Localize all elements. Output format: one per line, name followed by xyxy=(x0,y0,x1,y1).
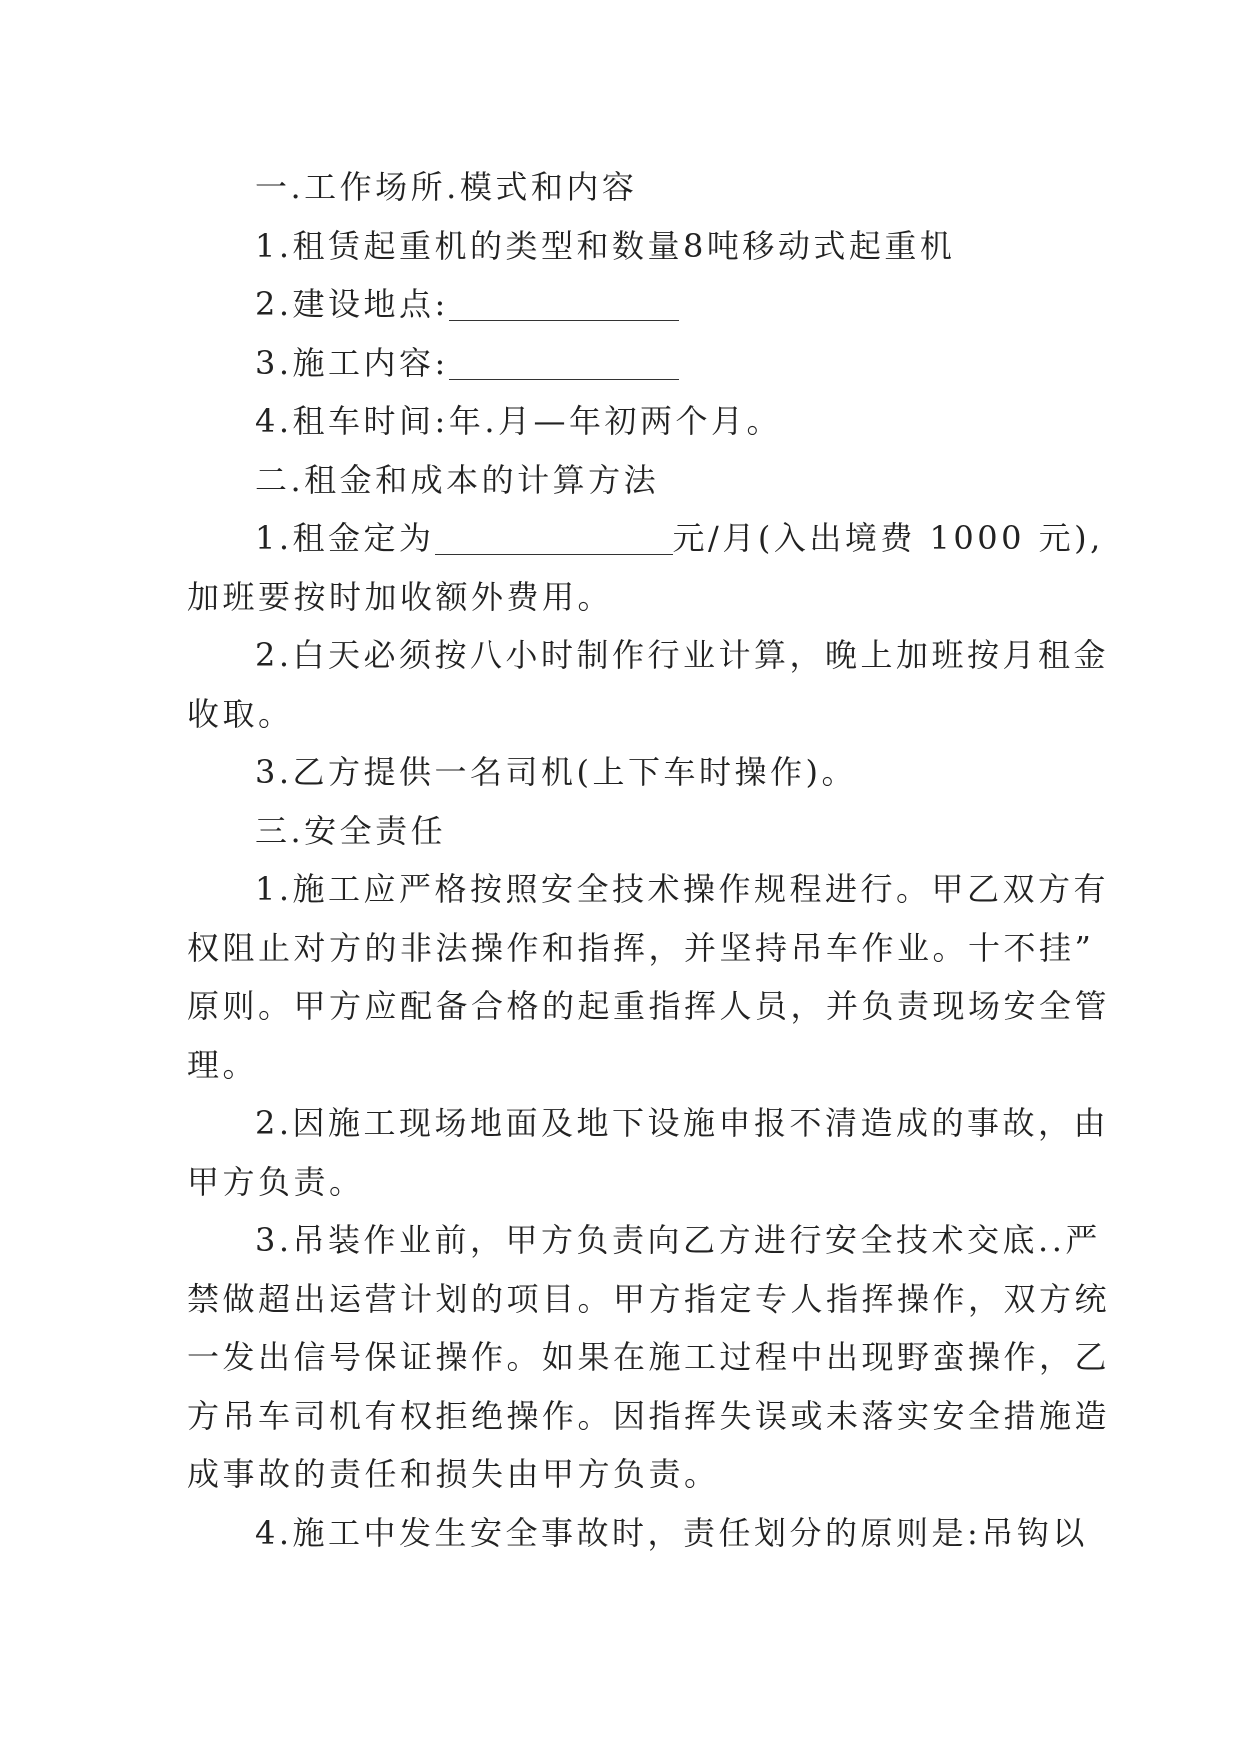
paragraph-rent xyxy=(187,509,1104,568)
paragraph-daytime: 2.白天必须按八小时制作行业计算，晚上加班按月租金 xyxy=(255,636,1110,674)
paragraph-safety-3-cont-a: 禁做超出运营计划的项目。甲方指定专人指挥操作，双方统 xyxy=(187,1279,1111,1318)
paragraph-safety-1-cont-b: 原则。甲方应配备合格的起重指挥人员，并负责现场安全管 xyxy=(187,987,1111,1025)
paragraph-content xyxy=(187,334,1047,393)
document-body xyxy=(187,158,1111,1562)
paragraph-safety-4: 4.施工中发生安全事故时，责任划分的原则是:吊钩以 xyxy=(255,1513,1088,1552)
paragraph-driver: 3.乙方提供一名司机(上下车时操作)。 xyxy=(255,753,858,791)
paragraph-overtime: 加班要按时加收额外费用。 xyxy=(187,577,614,616)
paragraph-safety-3: 3.吊装作业前，甲方负责向乙方进行安全技术交底..严 xyxy=(255,1221,1101,1259)
section-heading-1: 一.工作场所.模式和内容 xyxy=(255,168,638,206)
paragraph-safety-1: 1.施工应严格按照安全技术操作规程进行。甲乙双方有 xyxy=(255,870,1110,908)
rent-suffix: 元/月(入出境费 1000 元), xyxy=(672,519,1104,557)
paragraph-site xyxy=(187,275,1047,334)
paragraph-safety-2: 2.因施工现场地面及地下设施申报不清造成的事故，由 xyxy=(255,1104,1110,1142)
rent-blank-field[interactable] xyxy=(435,524,673,555)
section-heading-2: 二.租金和成本的计算方法 xyxy=(255,460,660,499)
rent-prefix: 1.租金定为 xyxy=(255,519,435,557)
paragraph-rental-time: 4.租车时间:年.月—年初两个月。 xyxy=(255,402,782,440)
paragraph-safety-3-cont-b: 一发出信号保证操作。如果在施工过程中出现野蛮操作，乙 xyxy=(187,1338,1111,1376)
paragraph-crane-type: 1.租赁起重机的类型和数量8吨移动式起重机 xyxy=(255,226,956,265)
content-blank-field[interactable] xyxy=(449,349,679,380)
paragraph-safety-1-cont-a: 权阻止对方的非法操作和指挥，并坚持吊车作业。十不挂” xyxy=(187,928,1095,967)
paragraph-safety-2-cont: 甲方负责。 xyxy=(187,1162,365,1201)
paragraph-safety-3-cont-c: 方吊车司机有权拒绝操作。因指挥失误或未落实安全措施造 xyxy=(187,1396,1111,1435)
content-label: 3.施工内容: xyxy=(255,343,449,382)
paragraph-daytime-cont: 收取。 xyxy=(187,694,294,733)
paragraph-safety-3-cont-d: 成事故的责任和损失由甲方负责。 xyxy=(187,1455,720,1493)
section-heading-3: 三.安全责任 xyxy=(255,811,447,850)
paragraph-safety-1-cont-c: 理。 xyxy=(187,1045,259,1084)
site-blank-field[interactable] xyxy=(449,290,679,321)
site-label: 2.建设地点: xyxy=(255,285,449,323)
